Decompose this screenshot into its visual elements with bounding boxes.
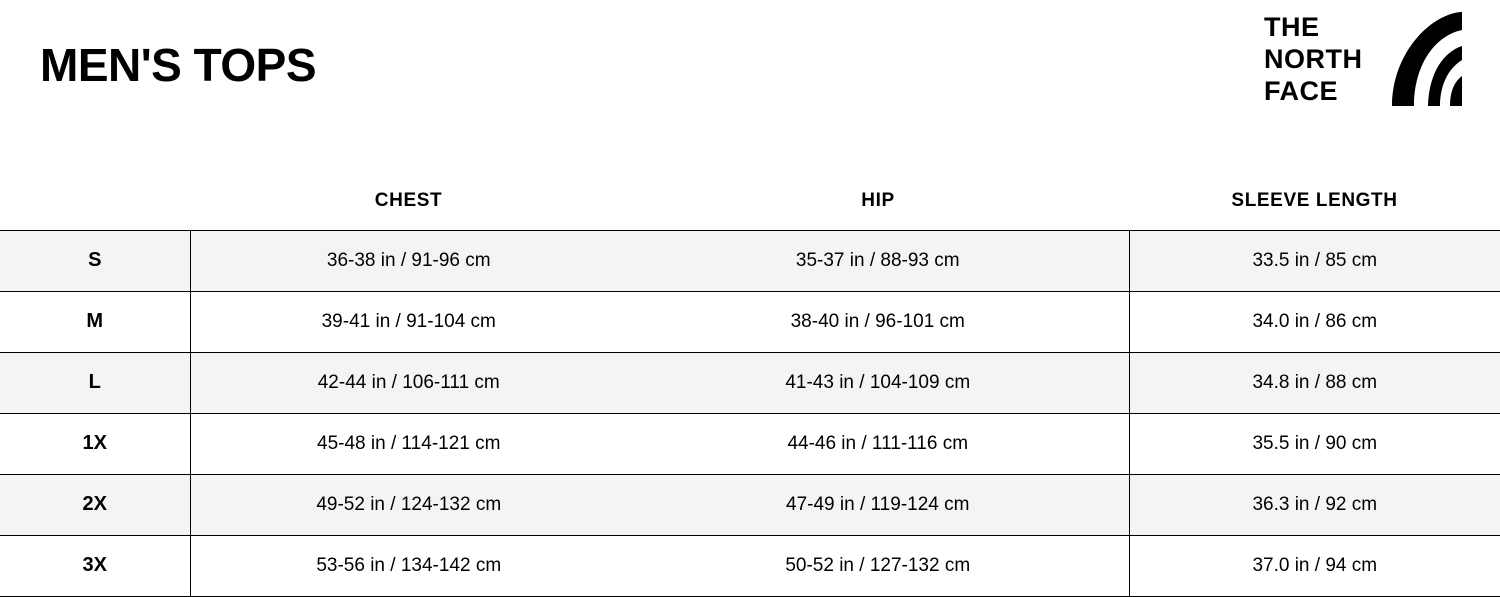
- cell-chest: 45-48 in / 114-121 cm: [190, 413, 627, 474]
- page-title: MEN'S TOPS: [40, 39, 317, 91]
- cell-sleeve: 35.5 in / 90 cm: [1129, 413, 1500, 474]
- cell-size: 3X: [0, 535, 190, 596]
- cell-hip: 41-43 in / 104-109 cm: [627, 352, 1129, 413]
- size-chart-table: [0, 168, 1500, 597]
- svg-text:THE: THE: [1264, 12, 1320, 42]
- cell-chest: 49-52 in / 124-132 cm: [190, 474, 627, 535]
- cell-hip: 35-37 in / 88-93 cm: [627, 230, 1129, 291]
- cell-hip: 47-49 in / 119-124 cm: [627, 474, 1129, 535]
- cell-chest: 39-41 in / 91-104 cm: [190, 291, 627, 352]
- cell-sleeve: 37.0 in / 94 cm: [1129, 535, 1500, 596]
- cell-size: M: [0, 291, 190, 352]
- cell-size: 2X: [0, 474, 190, 535]
- page-header: [0, 0, 1500, 168]
- cell-sleeve: 36.3 in / 92 cm: [1129, 474, 1500, 535]
- cell-hip: 38-40 in / 96-101 cm: [627, 291, 1129, 352]
- cell-sleeve: 34.8 in / 88 cm: [1129, 352, 1500, 413]
- svg-text:FACE: FACE: [1264, 76, 1339, 106]
- table-row: [0, 535, 1500, 596]
- table-header-row: [0, 168, 1500, 230]
- cell-hip: 50-52 in / 127-132 cm: [627, 535, 1129, 596]
- cell-sleeve: 33.5 in / 85 cm: [1129, 230, 1500, 291]
- table-row: [0, 352, 1500, 413]
- column-header-hip: HIP: [861, 189, 895, 211]
- cell-chest: 53-56 in / 134-142 cm: [190, 535, 627, 596]
- cell-size: L: [0, 352, 190, 413]
- cell-size: S: [0, 230, 190, 291]
- table-row: [0, 474, 1500, 535]
- column-header-chest: CHEST: [374, 189, 443, 211]
- table-header: [0, 168, 1500, 230]
- cell-size: 1X: [0, 413, 190, 474]
- column-header-sleeve-length: SLEEVE LENGTH: [1231, 189, 1398, 211]
- table-row: [0, 413, 1500, 474]
- cell-hip: 44-46 in / 111-116 cm: [627, 413, 1129, 474]
- column-header-size: [0, 168, 190, 230]
- cell-chest: 36-38 in / 91-96 cm: [190, 230, 627, 291]
- svg-text:NORTH: NORTH: [1264, 44, 1363, 74]
- cell-chest: 42-44 in / 106-111 cm: [190, 352, 627, 413]
- table-body: [0, 230, 1500, 596]
- cell-sleeve: 34.0 in / 86 cm: [1129, 291, 1500, 352]
- table-row: [0, 230, 1500, 291]
- table-row: [0, 291, 1500, 352]
- the-north-face-logo: [1264, 10, 1462, 106]
